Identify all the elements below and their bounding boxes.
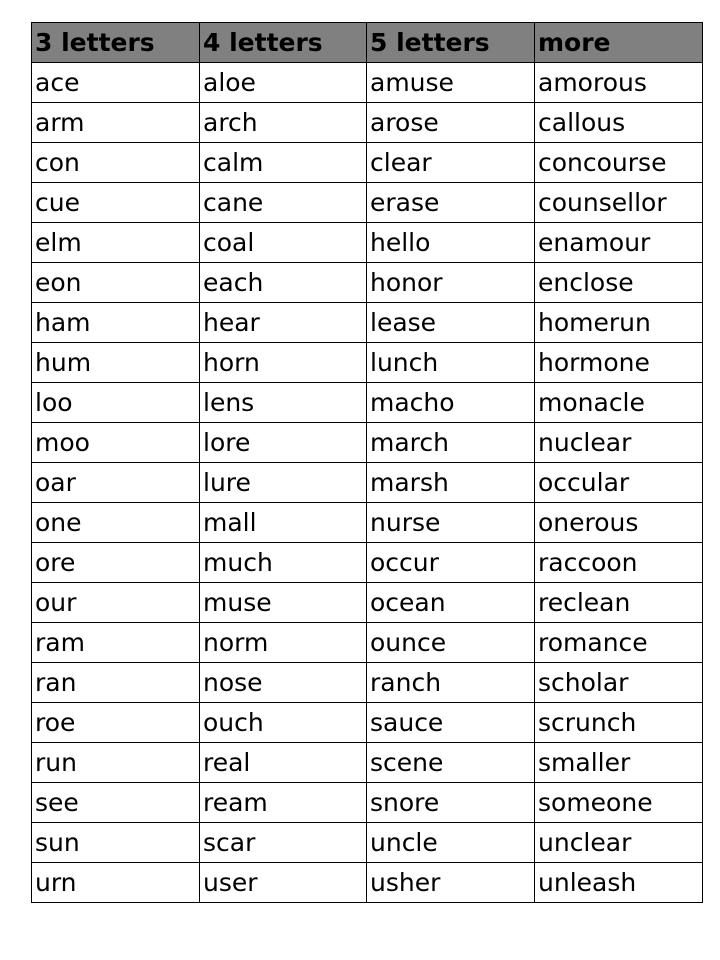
table-row <box>32 863 703 903</box>
word-more-cell: raccoon <box>535 543 703 583</box>
word-3-letters-cell: elm <box>32 223 200 263</box>
word-4-letters-cell: mall <box>200 503 367 543</box>
word-4-letters-cell: lore <box>200 423 367 463</box>
table-row <box>32 823 703 863</box>
word-3-letters-cell: hum <box>32 343 200 383</box>
word-more-cell: monacle <box>535 383 703 423</box>
word-3-letters-cell: con <box>32 143 200 183</box>
word-more-cell: homerun <box>535 303 703 343</box>
word-3-letters-cell: sun <box>32 823 200 863</box>
table-row <box>32 743 703 783</box>
word-4-letters-cell: user <box>200 863 367 903</box>
word-more-cell: scrunch <box>535 703 703 743</box>
word-3-letters-cell: ore <box>32 543 200 583</box>
word-4-letters-cell: scar <box>200 823 367 863</box>
word-more-cell: unclear <box>535 823 703 863</box>
header-3-letters: 3 letters <box>32 23 200 63</box>
word-4-letters-cell: ouch <box>200 703 367 743</box>
word-3-letters-cell: roe <box>32 703 200 743</box>
word-more-cell: enclose <box>535 263 703 303</box>
table-row <box>32 223 703 263</box>
word-4-letters-cell: hear <box>200 303 367 343</box>
header-4-letters: 4 letters <box>200 23 367 63</box>
word-5-letters-cell: ocean <box>367 583 535 623</box>
word-5-letters-cell: sauce <box>367 703 535 743</box>
word-3-letters-cell: moo <box>32 423 200 463</box>
word-3-letters-cell: ran <box>32 663 200 703</box>
table-row <box>32 263 703 303</box>
table-row <box>32 463 703 503</box>
header-more: more <box>535 23 703 63</box>
word-3-letters-cell: urn <box>32 863 200 903</box>
word-more-cell: callous <box>535 103 703 143</box>
word-3-letters-cell: eon <box>32 263 200 303</box>
word-more-cell: reclean <box>535 583 703 623</box>
word-4-letters-cell: arch <box>200 103 367 143</box>
word-4-letters-cell: ream <box>200 783 367 823</box>
word-4-letters-cell: muse <box>200 583 367 623</box>
table-row <box>32 703 703 743</box>
table-row <box>32 383 703 423</box>
word-more-cell: romance <box>535 623 703 663</box>
word-5-letters-cell: lease <box>367 303 535 343</box>
word-5-letters-cell: lunch <box>367 343 535 383</box>
word-more-cell: nuclear <box>535 423 703 463</box>
word-5-letters-cell: macho <box>367 383 535 423</box>
word-5-letters-cell: snore <box>367 783 535 823</box>
word-3-letters-cell: loo <box>32 383 200 423</box>
word-more-cell: hormone <box>535 343 703 383</box>
word-4-letters-cell: each <box>200 263 367 303</box>
word-4-letters-cell: norm <box>200 623 367 663</box>
word-more-cell: smaller <box>535 743 703 783</box>
word-5-letters-cell: nurse <box>367 503 535 543</box>
word-4-letters-cell: coal <box>200 223 367 263</box>
word-5-letters-cell: honor <box>367 263 535 303</box>
word-4-letters-cell: cane <box>200 183 367 223</box>
word-more-cell: someone <box>535 783 703 823</box>
header-row <box>32 23 703 63</box>
word-more-cell: unleash <box>535 863 703 903</box>
word-3-letters-cell: cue <box>32 183 200 223</box>
table-body <box>32 63 703 903</box>
word-4-letters-cell: real <box>200 743 367 783</box>
word-3-letters-cell: arm <box>32 103 200 143</box>
word-5-letters-cell: erase <box>367 183 535 223</box>
word-5-letters-cell: usher <box>367 863 535 903</box>
header-5-letters: 5 letters <box>367 23 535 63</box>
word-4-letters-cell: nose <box>200 663 367 703</box>
word-3-letters-cell: ace <box>32 63 200 103</box>
word-4-letters-cell: aloe <box>200 63 367 103</box>
table-row <box>32 663 703 703</box>
table-row <box>32 423 703 463</box>
word-3-letters-cell: run <box>32 743 200 783</box>
table-row <box>32 343 703 383</box>
word-5-letters-cell: hello <box>367 223 535 263</box>
table-row <box>32 63 703 103</box>
table-row <box>32 303 703 343</box>
word-5-letters-cell: occur <box>367 543 535 583</box>
word-more-cell: occular <box>535 463 703 503</box>
word-5-letters-cell: clear <box>367 143 535 183</box>
word-5-letters-cell: march <box>367 423 535 463</box>
word-4-letters-cell: horn <box>200 343 367 383</box>
table-header <box>32 23 703 63</box>
word-4-letters-cell: calm <box>200 143 367 183</box>
table-row <box>32 143 703 183</box>
table-row <box>32 183 703 223</box>
word-5-letters-cell: arose <box>367 103 535 143</box>
word-5-letters-cell: ounce <box>367 623 535 663</box>
word-4-letters-cell: lens <box>200 383 367 423</box>
word-4-letters-cell: lure <box>200 463 367 503</box>
word-more-cell: onerous <box>535 503 703 543</box>
table-row <box>32 103 703 143</box>
word-5-letters-cell: marsh <box>367 463 535 503</box>
table-row <box>32 503 703 543</box>
word-5-letters-cell: uncle <box>367 823 535 863</box>
table-row <box>32 543 703 583</box>
word-more-cell: scholar <box>535 663 703 703</box>
word-more-cell: enamour <box>535 223 703 263</box>
table-row <box>32 783 703 823</box>
word-5-letters-cell: amuse <box>367 63 535 103</box>
word-3-letters-cell: ham <box>32 303 200 343</box>
word-5-letters-cell: scene <box>367 743 535 783</box>
word-4-letters-cell: much <box>200 543 367 583</box>
word-3-letters-cell: see <box>32 783 200 823</box>
word-3-letters-cell: one <box>32 503 200 543</box>
word-5-letters-cell: ranch <box>367 663 535 703</box>
word-3-letters-cell: our <box>32 583 200 623</box>
word-more-cell: counsellor <box>535 183 703 223</box>
word-more-cell: amorous <box>535 63 703 103</box>
word-list-table <box>31 22 703 903</box>
table-row <box>32 583 703 623</box>
word-3-letters-cell: oar <box>32 463 200 503</box>
word-3-letters-cell: ram <box>32 623 200 663</box>
word-more-cell: concourse <box>535 143 703 183</box>
table-row <box>32 623 703 663</box>
